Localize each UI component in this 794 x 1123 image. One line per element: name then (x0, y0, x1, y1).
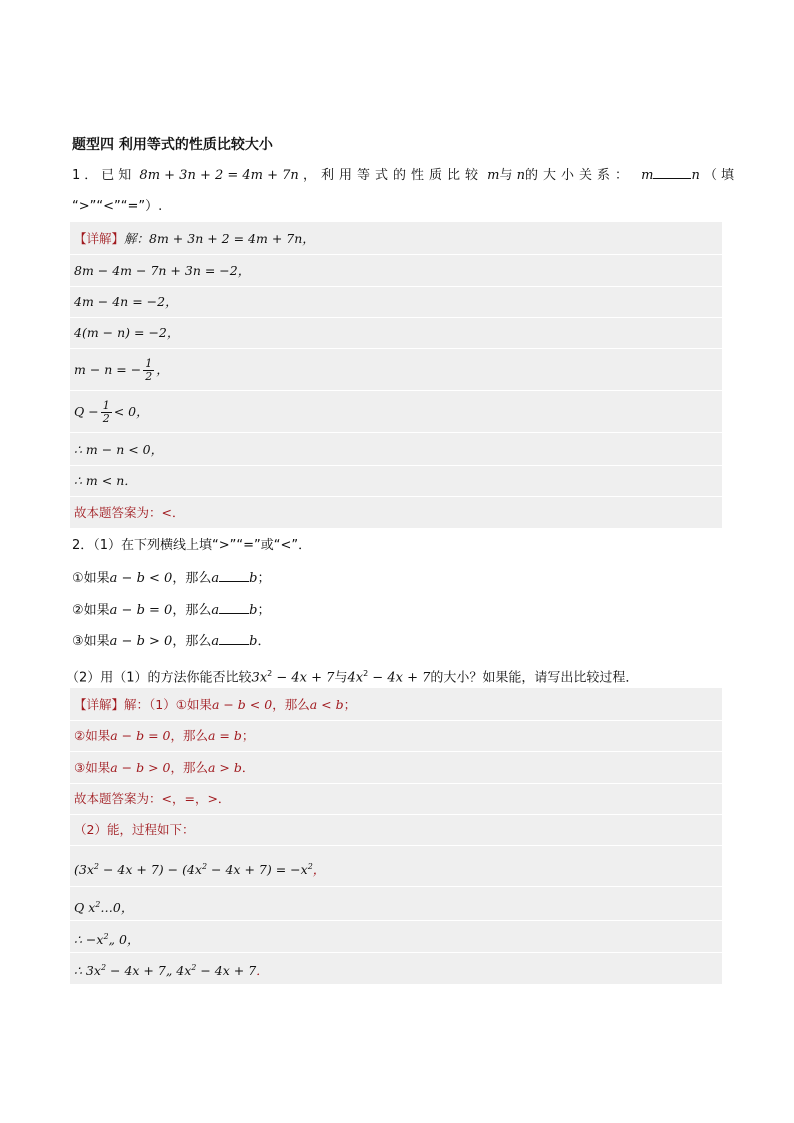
divider (70, 845, 722, 846)
sol2-r1-then: ，那么 (272, 697, 310, 712)
question-2-part-2 (66, 665, 638, 687)
divider (70, 496, 722, 497)
fraction-numerator: 1 (102, 399, 110, 412)
case-condition: a − b = 0 (109, 603, 173, 618)
exponent: 2 (191, 963, 197, 972)
q1-equation: 8m + 3n + 2 = 4m + 7n (139, 168, 299, 183)
solution-1-box (70, 222, 722, 528)
sol1-step-8: ∴ m < n． (74, 473, 137, 488)
sol2-r3-end: ． (241, 760, 255, 775)
expr-1-tail: − 4x + 7 (272, 670, 335, 686)
case-then: ，那么 (172, 634, 212, 649)
sol1-step-6-rhs: < 0， (113, 404, 149, 419)
q1-var-m: m (487, 168, 500, 183)
sol1-step-3: 4m − 4n = −2， (74, 294, 178, 309)
sol1-answer: 故本题答案为：<． (74, 505, 185, 520)
case-var-b: b (249, 571, 258, 586)
case-condition: a − b < 0 (109, 571, 173, 586)
case-end: ； (257, 571, 271, 586)
case-var-a: a (211, 571, 220, 586)
case-var-a: a (211, 603, 220, 618)
expr-part: − 4x + 7) − (4x (98, 862, 202, 878)
case-end: ； (257, 603, 271, 618)
expr-part: ∴ −x (74, 932, 104, 948)
sol2-row-2 (74, 727, 254, 745)
case-prefix: ①如果 (72, 571, 110, 586)
fraction-one-half (143, 358, 154, 383)
exponent: 2 (103, 932, 109, 941)
question-1-line-1 (72, 166, 738, 185)
exponent: 2 (201, 862, 208, 871)
case-then: ，那么 (172, 603, 212, 618)
case-prefix: ②如果 (72, 603, 110, 618)
expr-1-head: 3x (251, 670, 268, 686)
sol2-r1-condition: a − b < 0 (211, 697, 273, 712)
divider (70, 886, 722, 887)
case-end: ． (257, 634, 271, 649)
case-var-a: a (211, 634, 220, 649)
expr-part: Q x (74, 900, 96, 916)
question-1-line-2: “>”“<”“=”）. (72, 199, 163, 214)
divider (70, 783, 722, 784)
sol1-step-6 (74, 400, 149, 425)
part-2-question: 的大小？如果能，请写出比较过程． (430, 670, 639, 686)
expr-2-head: 4x (347, 670, 364, 686)
question-2-case-2 (72, 601, 270, 620)
divider (70, 920, 722, 921)
expr-part: − 4x + 7) = −x (207, 862, 308, 878)
sol2-r3-prefix: ③如果 (74, 760, 111, 775)
sol2-expr-1 (74, 858, 325, 879)
expr-end: ． (256, 963, 269, 979)
sol1-step-7: ∴ m − n < 0， (74, 442, 164, 457)
exponent: 2 (307, 862, 313, 871)
q1-var-n: n (516, 168, 525, 183)
divider (70, 432, 722, 433)
expr-part: „ 0， (108, 932, 140, 948)
solution-2-box (70, 688, 722, 984)
sol2-r2-condition: a − b = 0 (110, 728, 171, 743)
case-3-blank[interactable] (219, 632, 249, 645)
sol2-r2-result: a = b (207, 728, 242, 743)
section-title: 题型四 利用等式的性质比较大小 (72, 137, 273, 153)
sol1-step-5-lhs: m − n = − (74, 362, 142, 377)
exponent: 2 (267, 669, 273, 678)
divider (70, 720, 722, 721)
case-var-b: b (249, 634, 258, 649)
q1-answer-blank[interactable] (653, 166, 691, 179)
case-1-blank[interactable] (219, 569, 249, 582)
question-2-case-3 (72, 632, 270, 651)
divider (70, 390, 722, 391)
exponent: 2 (93, 862, 99, 871)
sol1-step-5 (74, 358, 169, 383)
sol1-step-5-comma: ， (156, 362, 169, 377)
sol2-r1-result: a < b (309, 697, 344, 712)
expr-end: ， (312, 862, 326, 878)
expr-part: − 4x + 7 (196, 963, 257, 979)
sol1-step-1: 解：8m + 3n + 2 = 4m + 7n， (124, 231, 315, 246)
exponent: 2 (100, 963, 107, 972)
fraction-numerator: 1 (145, 357, 153, 370)
sol1-step-6-lhs: Q − (74, 404, 99, 419)
q1-answer-n: n (691, 168, 700, 183)
divider (70, 465, 722, 466)
sol2-part-2: （2）能，过程如下： (74, 822, 195, 837)
sol2-r2-end: ； (241, 728, 255, 743)
sol1-step-2: 8m − 4m − 7n + 3n = −2， (74, 263, 251, 278)
fraction-denominator: 2 (145, 370, 153, 383)
sol2-r3-result: a > b (207, 760, 242, 775)
sol2-answer: 故本题答案为：<，=，>． (74, 791, 231, 806)
fraction-one-half (101, 400, 112, 425)
q1-text: ，利用等式的性质比较 (302, 168, 483, 183)
expr-part: − 4x + 7„ 4x (106, 963, 192, 979)
case-then: ，那么 (172, 571, 212, 586)
sol2-row-1 (74, 696, 356, 714)
case-2-blank[interactable] (219, 601, 249, 614)
divider (70, 286, 722, 287)
sol2-expr-4 (74, 959, 269, 980)
sol2-expr-2 (74, 896, 133, 917)
q1-with: 与 (499, 168, 513, 183)
case-prefix: ③如果 (72, 634, 110, 649)
q1-fill-hint: （填 (703, 168, 738, 183)
q1-answer-m: m (641, 168, 654, 183)
divider (70, 254, 722, 255)
expr-part: ∴ 3x (74, 963, 101, 979)
sol2-r1-end: ； (343, 697, 357, 712)
divider (70, 348, 722, 349)
case-condition: a − b > 0 (109, 634, 173, 649)
part-2-with: 与 (334, 670, 348, 686)
sol2-row-3 (74, 759, 254, 777)
question-2-case-1 (72, 569, 270, 588)
sol2-r2-then: ，那么 (170, 728, 208, 743)
sol2-r3-condition: a − b > 0 (110, 760, 171, 775)
sol2-r1-prefix: 解：（1）①如果 (124, 697, 212, 712)
exponent: 2 (95, 900, 101, 909)
exponent: 2 (363, 669, 369, 678)
sol2-r3-then: ，那么 (170, 760, 208, 775)
sol1-row-1 (74, 230, 315, 248)
sol1-step-4: 4(m − n) = −2， (74, 325, 180, 340)
divider (70, 952, 722, 953)
sol2-label: 【详解】 (74, 697, 125, 712)
case-var-b: b (249, 603, 258, 618)
q1-number: 1．已知 (72, 168, 136, 183)
part-2-text: （2）用（1）的方法你能否比较 (66, 670, 252, 686)
expr-part: (3x (74, 862, 94, 878)
expr-part: …0， (100, 900, 134, 916)
sol2-expr-3 (74, 928, 139, 949)
divider (70, 317, 722, 318)
divider (70, 751, 722, 752)
divider (70, 814, 722, 815)
sol1-label: 【详解】 (74, 231, 125, 246)
q1-relation: 的大小关系： (524, 168, 633, 183)
fraction-denominator: 2 (102, 412, 110, 425)
question-2-intro: 2．（1）在下列横线上填“>”“=”或“<”． (72, 538, 312, 553)
expr-2-tail: − 4x + 7 (368, 670, 431, 686)
sol2-r2-prefix: ②如果 (74, 728, 111, 743)
